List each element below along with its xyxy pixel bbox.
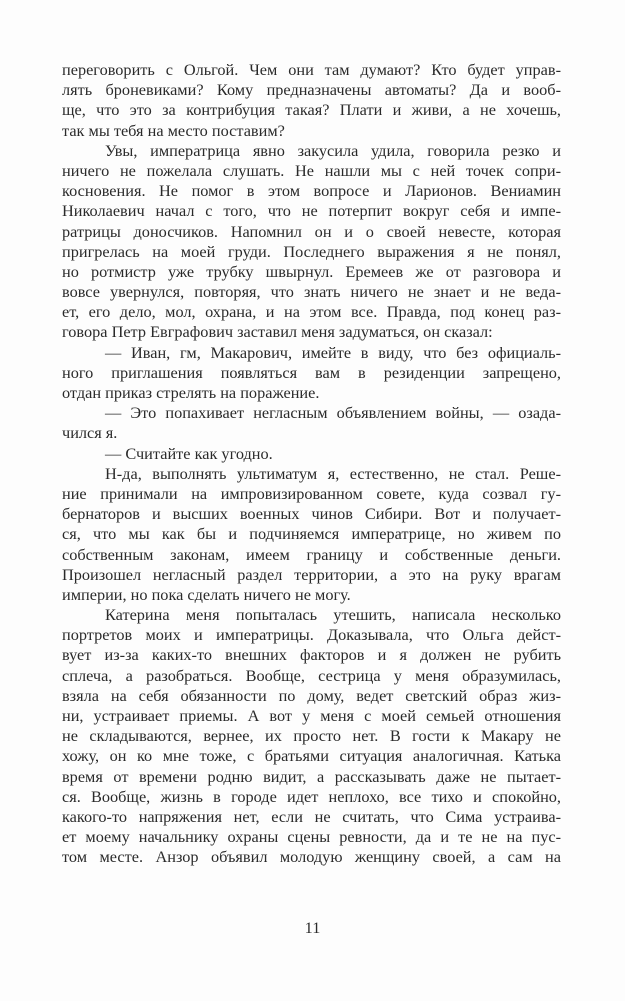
text-line: косновения. Не помог в этом вопросе и Ларионов. Вениамин	[62, 181, 561, 201]
text-line: портретов моих и императрицы. Доказывала, что Ольга дейст-	[62, 625, 561, 645]
text-line: ще, что это за контрибуция такая? Плати и живи, а не хочешь,	[62, 100, 561, 120]
text-line: ся, что мы как бы и подчиняемся императрице, но живем по	[62, 524, 561, 544]
text-line: лять броневиками? Кому предназначены автоматы? Да и вооб-	[62, 80, 561, 100]
text-line: переговорить с Ольгой. Чем они там думают? Кто будет управ-	[62, 60, 561, 79]
text-line: не складываются, вернее, их просто нет. В гости к Макару не	[62, 726, 561, 746]
text-line: ет моему начальнику охраны сцены ревности, да и те не на пус-	[62, 827, 561, 847]
text-line: время от времени родню видит, а рассказывать даже не пытает-	[62, 766, 561, 786]
text-line: том месте. Анзор объявил молодую женщину своей, а сам на	[62, 847, 561, 867]
text-line: говора Петр Евграфович заставил меня задуматься, он сказал:	[62, 322, 493, 342]
text-line: Н-да, выполнять ультиматум я, естественно, не стал. Реше-	[105, 463, 561, 483]
text-line: вует из-за каких-то внешних факторов и я должен не рубить	[62, 645, 561, 665]
text-line: Николаевич начал с того, что не потерпит вокруг себя и импе-	[62, 201, 561, 221]
text-line: ного приглашения появляться вам в резиденции запрещено,	[62, 362, 561, 382]
text-line: так мы тебя на место поставим?	[62, 120, 285, 140]
text-line: какого-то напряжения нет, если не считать, что Сима устраива-	[62, 806, 561, 826]
text-line: — Это попахивает негласным объявлением войны, — озада-	[105, 403, 561, 423]
text-line: Катерина меня попыталась утешить, написала несколько	[105, 605, 561, 625]
text-line: ратрицы доносчиков. Напомнил он и о своей невесте, которая	[62, 221, 561, 241]
text-line: ся. Вообще, жизнь в городе идет неплохо, все тихо и спокойно,	[62, 786, 561, 806]
text-line: ет, его дело, мол, охрана, и на этом все. Правда, под конец раз-	[62, 302, 561, 322]
text-line: ни, устраивает приемы. А вот у меня с моей семьей отношения	[62, 706, 561, 725]
text-line: пригрелась на моей груди. Последнего выражения я не понял,	[62, 241, 561, 261]
page-number: 11	[304, 918, 321, 937]
text-line: — Считайте как угодно.	[105, 443, 273, 463]
text-line: — Иван, гм, Макарович, имейте в виду, что без официаль-	[105, 342, 561, 362]
text-line: вовсе увернулся, повторяя, что знать ничего не знает и не веда-	[62, 282, 561, 302]
text-line: хожу, он ко мне тоже, с братьями ситуация аналогичная. Катька	[62, 746, 561, 766]
text-line: отдан приказ стрелять на поражение.	[62, 383, 320, 402]
text-line: империи, но пока сделать ничего не могу.	[62, 584, 351, 604]
text-line: но ротмистр уже трубку швырнул. Еремеев же от разговора и	[62, 261, 561, 281]
text-line: сплеча, а разобраться. Вообще, сестрица у меня образумилась,	[62, 665, 561, 685]
text-line: ние принимали на импровизированном совете, куда созвал гу-	[62, 483, 561, 503]
text-line: Произошел негласный раздел территории, а это на руку врагам	[62, 564, 561, 584]
text-line: ничего не пожелала слушать. Не нашли мы с ней точек сопри-	[62, 160, 561, 180]
text-line: чился я.	[62, 423, 118, 443]
text-line: бернаторов и высших военных чинов Сибири. Вот и получает-	[62, 504, 561, 524]
text-line: взяла на себя обязанности по дому, ведет светский образ жиз-	[62, 685, 561, 705]
text-line: собственным законам, имеем границу и собственные деньги.	[62, 544, 561, 564]
text-line: Увы, императрица явно закусила удила, говорила резко и	[105, 140, 561, 160]
body-text	[62, 60, 561, 868]
